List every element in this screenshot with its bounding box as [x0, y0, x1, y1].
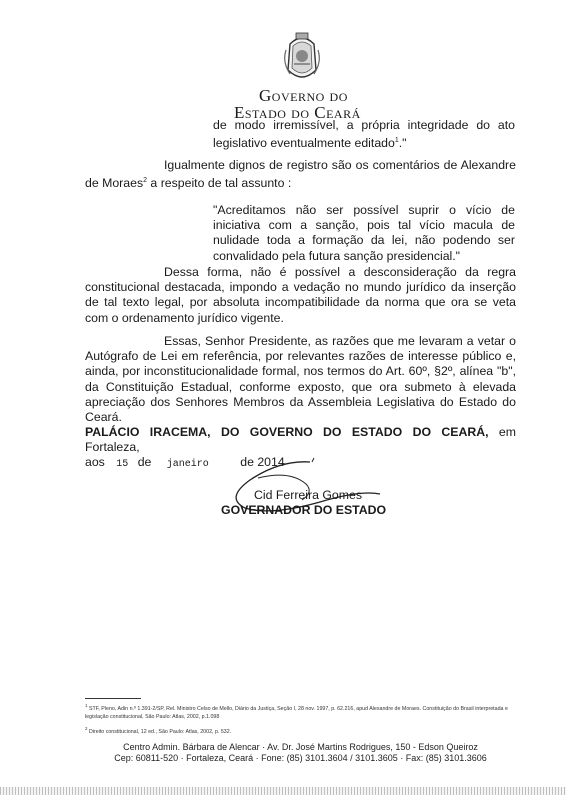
footnote-ref-1: 1: [394, 137, 399, 145]
p0-text: de modo irremissível, a própria integridade do ato legislativo eventualmente editado: [213, 118, 515, 151]
closing-year: de 2014: [240, 455, 285, 470]
header-governo: Governo do: [259, 86, 348, 105]
closing-palace: PALÁCIO IRACEMA, DO GOVERNO DO ESTADO DO CEARÁ,: [85, 425, 489, 439]
paragraph-moraes: [85, 158, 516, 192]
paragraph-reasons: Essas, Senhor Presidente, as razões que me levaram a vetar o Autógrafo de Lei em referência, por relevantes razões de interesse público e, ainda, por inconstitucionalidade formal, nos termos do Art. 60º, §2º, alínea "b", da Constituição Estadual, conforme exposto, que ora submeto à elevada apreciação dos Senhores Membros da Assembleia Legislativa do Estado do Ceará.: [85, 334, 516, 425]
closing-aos: aos: [85, 455, 105, 470]
block-quote: "Acreditamos não ser possível suprir o vício de iniciativa com a sanção, pois tal vício macula de nulidade toda a formação da lei, não podendo ser convalidado pela futura sanção presidencial.": [213, 203, 515, 263]
footnote-1-text: STF, Pleno, Adin n.º 1.391-2/SP, Rel. Ministro Celso de Mello, Diário da Justiça, Seção I, 28 nov. 1997, p. 62.216, apud Alexandre de Moraes. Constituição do Brasil interpretada e legislação constitucional, São Paulo: Atlas, 2002, p.1.098: [85, 705, 508, 720]
scan-edge-artifact: [0, 787, 566, 795]
header-estado: Estado do Ceará: [234, 103, 361, 122]
p0-end: .": [398, 136, 407, 151]
p1-text-end: a respeito de tal assunto :: [147, 176, 292, 191]
paragraph-conclusion: Dessa forma, não é possível a desconsideração da regra constitucional destacada, impondo a vedação no mundo jurídico da inserção de tal texto legal, por absoluta incompatibilidade da norma que ora se veta com o ordenamento jurídico vigente.: [85, 265, 516, 325]
footer-address: Centro Admin. Bárbara de Alencar · Av. Dr. José Martins Rodrigues, 150 - Edson Queiroz: [123, 742, 478, 752]
p1-text: Igualmente dignos de registro são os comentários de Alexandre de Moraes: [85, 158, 516, 191]
footnote-divider: [85, 698, 141, 699]
signatory-title: GOVERNADOR DO ESTADO: [221, 503, 387, 517]
signatory-name: Cid Ferreira Gomes: [254, 488, 362, 502]
footnote-2-text: Direito constitucional, 12 ed., São Paulo: Atlas, 2002, p. 532.: [88, 728, 232, 735]
footnote-2-number: 2: [85, 726, 88, 731]
closing-city: em Fortaleza,: [85, 425, 516, 455]
closing-de: de: [137, 455, 152, 470]
footnote-1-number: 1: [85, 703, 88, 708]
closing-month: janeiro: [166, 459, 209, 471]
paragraph-continuation: [213, 118, 515, 152]
footnote-2: [85, 725, 525, 736]
closing-day: 15: [116, 459, 129, 471]
state-coat-of-arms-seal: [282, 30, 322, 86]
footnote-ref-2: 2: [143, 177, 148, 185]
footnote-1: [85, 702, 525, 721]
footer-contact: Cep: 60811-520 · Fortaleza, Ceará · Fone: (85) 3101.3604 / 3101.3605 · Fax: (85) 3101.3606: [114, 753, 487, 763]
